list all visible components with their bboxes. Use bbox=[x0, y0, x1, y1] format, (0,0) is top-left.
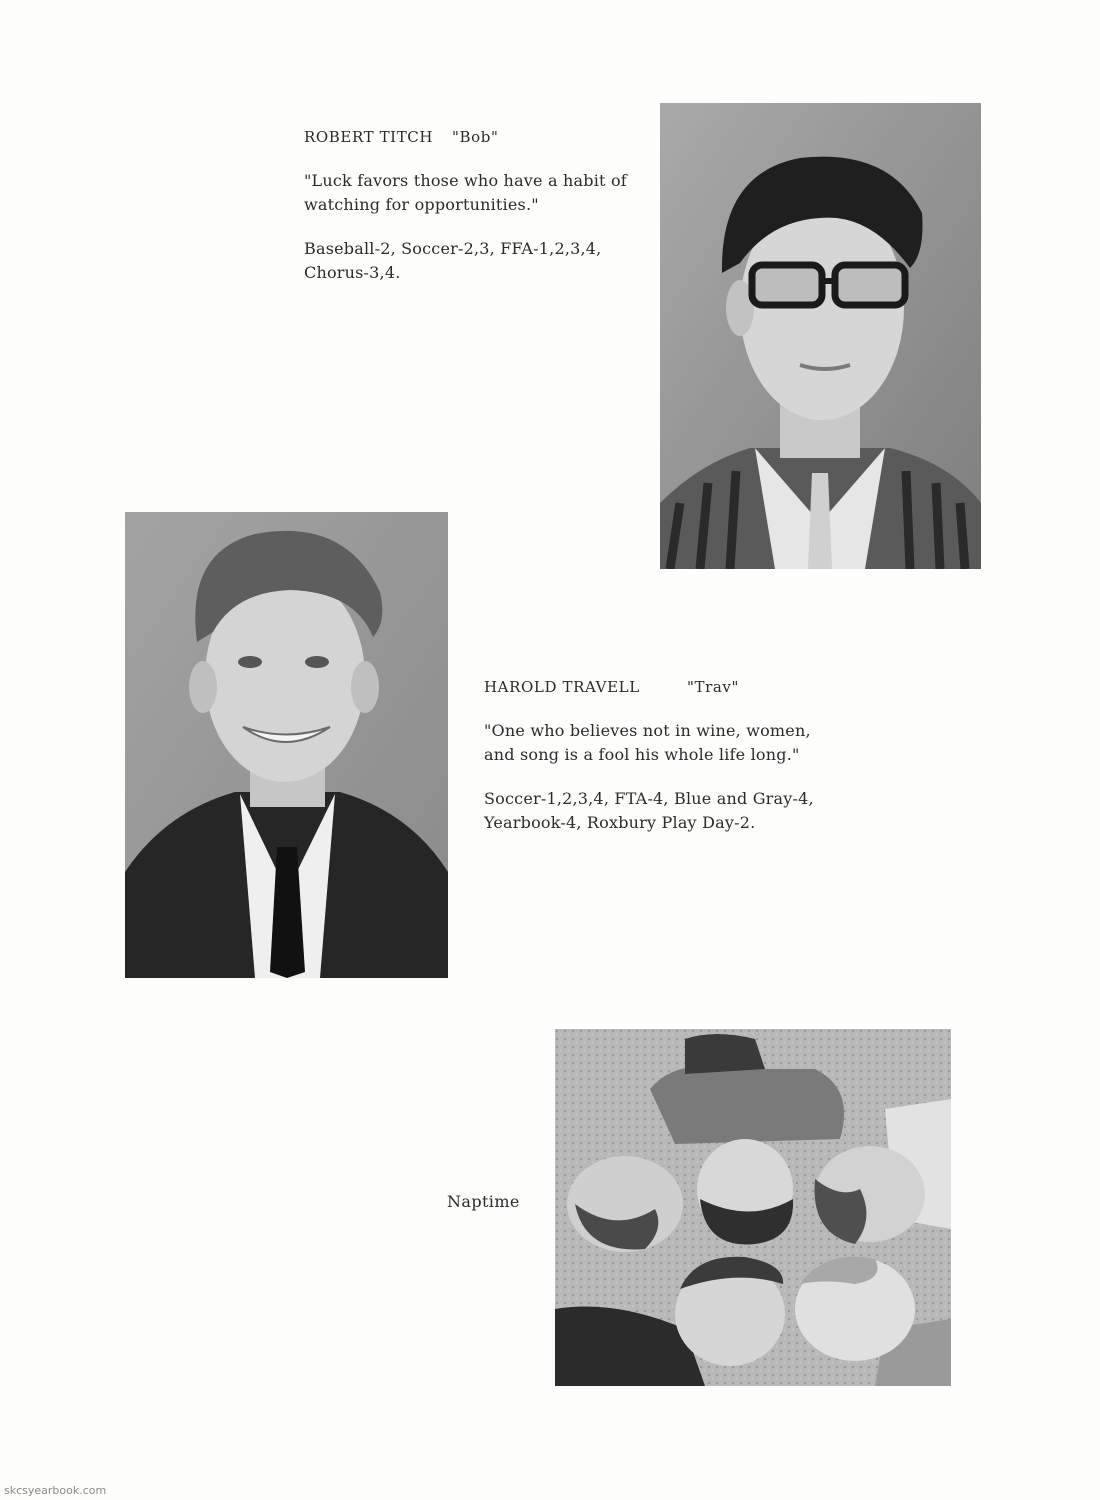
watermark: skcsyearbook.com bbox=[4, 1484, 107, 1497]
student-nickname: "Trav" bbox=[687, 678, 739, 696]
student-quote: "One who believes not in wine, women, and song is a fool his whole life long." bbox=[484, 721, 811, 764]
student-entry-robert bbox=[304, 125, 627, 285]
student-activities: Soccer-1,2,3,4, FTA-4, Blue and Gray-4, Yearbook-4, Roxbury Play Day-2. bbox=[484, 789, 814, 832]
student-name: HAROLD TRAVELL bbox=[484, 678, 640, 696]
student-name: ROBERT TITCH bbox=[304, 128, 434, 146]
student-quote: "Luck favors those who have a habit of watching for opportunities." bbox=[304, 171, 627, 214]
student-activities: Baseball-2, Soccer-2,3, FFA-1,2,3,4, Chorus-3,4. bbox=[304, 239, 602, 282]
portrait-photo-robert bbox=[660, 103, 981, 569]
group-photo-naptime bbox=[555, 1029, 951, 1386]
portrait-photo-harold bbox=[125, 512, 448, 978]
student-nickname: "Bob" bbox=[452, 128, 499, 146]
photo-caption: Naptime bbox=[447, 1192, 520, 1211]
student-entry-harold bbox=[484, 675, 814, 835]
